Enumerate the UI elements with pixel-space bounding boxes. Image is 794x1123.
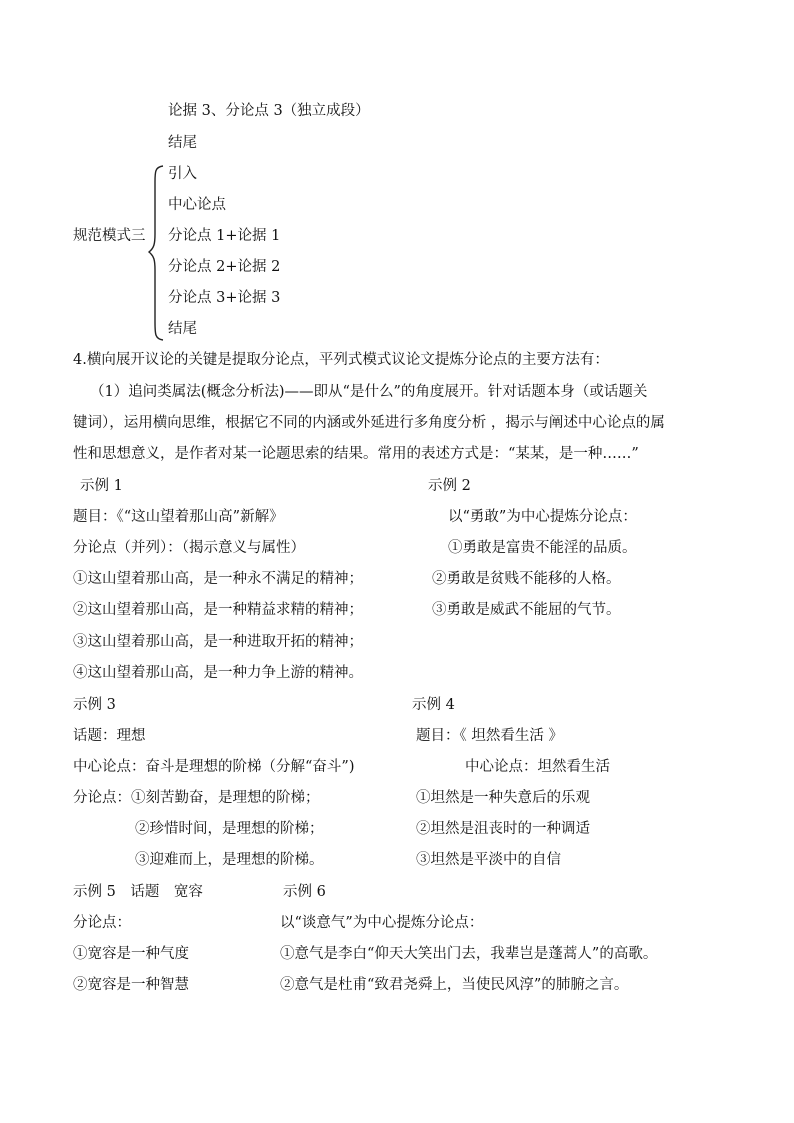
example6-topic: 以“谈意气”为中心提炼分论点： — [280, 915, 484, 931]
example1-point: ②这山望着那山高，是一种精益求精的精神； — [73, 602, 363, 618]
example2-topic: 以“勇敢”为中心提炼分论点： — [448, 509, 637, 525]
example3-point: 分论点：①刻苦勤奋，是理想的阶梯； — [73, 790, 320, 806]
example6-point: ②意气是杜甫“致君尧舜上，当使民风淳”的肺腑之言。 — [280, 977, 629, 993]
example2-title: 示例 2 — [428, 478, 471, 494]
mode3-item: 中心论点 — [168, 197, 226, 213]
example3-point: ③迎难而上，是理想的阶梯。 — [135, 852, 324, 868]
example1-point: ③这山望着那山高，是一种进取开拓的精神； — [73, 634, 363, 650]
mode3-item: 结尾 — [168, 321, 197, 337]
example1-point: ④这山望着那山高，是一种力争上游的精神。 — [73, 665, 363, 681]
example1-title: 示例 1 — [80, 478, 123, 494]
example2-point: ①勇敢是富贵不能淫的品质。 — [448, 540, 637, 556]
example3-title: 示例 3 — [73, 697, 116, 713]
example5-title: 示例 5 话题 宽容 — [73, 884, 203, 900]
example4-point: ③坦然是平淡中的自信 — [416, 852, 561, 868]
mode3-label: 规范模式三 — [73, 228, 146, 244]
example5-point: ②宽容是一种智慧 — [73, 977, 189, 993]
example3-topic: 话题：理想 — [73, 728, 146, 744]
section4-heading: 4.横向展开议论的关键是提取分论点，平列式模式议论文提炼分论点的主要方法有： — [73, 352, 609, 368]
example4-title: 示例 4 — [412, 697, 455, 713]
example2-point: ③勇敢是威武不能屈的气节。 — [432, 602, 621, 618]
outline-pre-item: 结尾 — [168, 135, 197, 151]
example2-point: ②勇敢是贫贱不能移的人格。 — [432, 571, 621, 587]
mode3-item: 分论点 3+论据 3 — [168, 290, 281, 306]
outline-pre-item: 论据 3、分论点 3（独立成段） — [168, 103, 370, 119]
example6-point: ①意气是李白“仰天大笑出门去，我辈岂是蓬蒿人”的高歌。 — [280, 946, 658, 962]
mode3-item: 分论点 2+论据 2 — [168, 259, 281, 275]
example4-topic: 题目：《 坦然看生活 》 — [416, 728, 563, 744]
example5-subtitle: 分论点： — [73, 915, 131, 931]
curly-brace-icon — [146, 164, 166, 342]
example4-center: 中心论点：坦然看生活 — [465, 759, 610, 775]
example4-point: ②坦然是沮丧时的一种调适 — [416, 821, 590, 837]
mode3-item: 引入 — [168, 166, 197, 182]
example1-subtitle: 分论点（并列）：（揭示意义与属性） — [73, 540, 305, 556]
example5-point: ①宽容是一种气度 — [73, 946, 189, 962]
example1-topic: 题目：《“这山望着那山高”新解》 — [73, 509, 284, 525]
method1-paragraph-line: （1）追问类属法(概念分析法)——即从“是什么”的角度展开。针对话题本身（或话题关 — [90, 384, 648, 400]
method1-paragraph-line: 键词），运用横向思维，根据它不同的内涵或外延进行多角度分析 ，揭示与阐述中心论点的属 — [73, 415, 665, 431]
example6-title: 示例 6 — [283, 884, 326, 900]
example3-center: 中心论点：奋斗是理想的阶梯（分解“奋斗”) — [73, 759, 355, 775]
mode3-item: 分论点 1+论据 1 — [168, 228, 281, 244]
example1-point: ①这山望着那山高，是一种永不满足的精神； — [73, 571, 363, 587]
method1-paragraph-line: 性和思想意义，是作者对某一论题思索的结果。常用的表述方式是：“某某，是一种……” — [73, 446, 639, 462]
example4-point: ①坦然是一种失意后的乐观 — [416, 790, 590, 806]
example3-point: ②珍惜时间，是理想的阶梯； — [135, 821, 324, 837]
